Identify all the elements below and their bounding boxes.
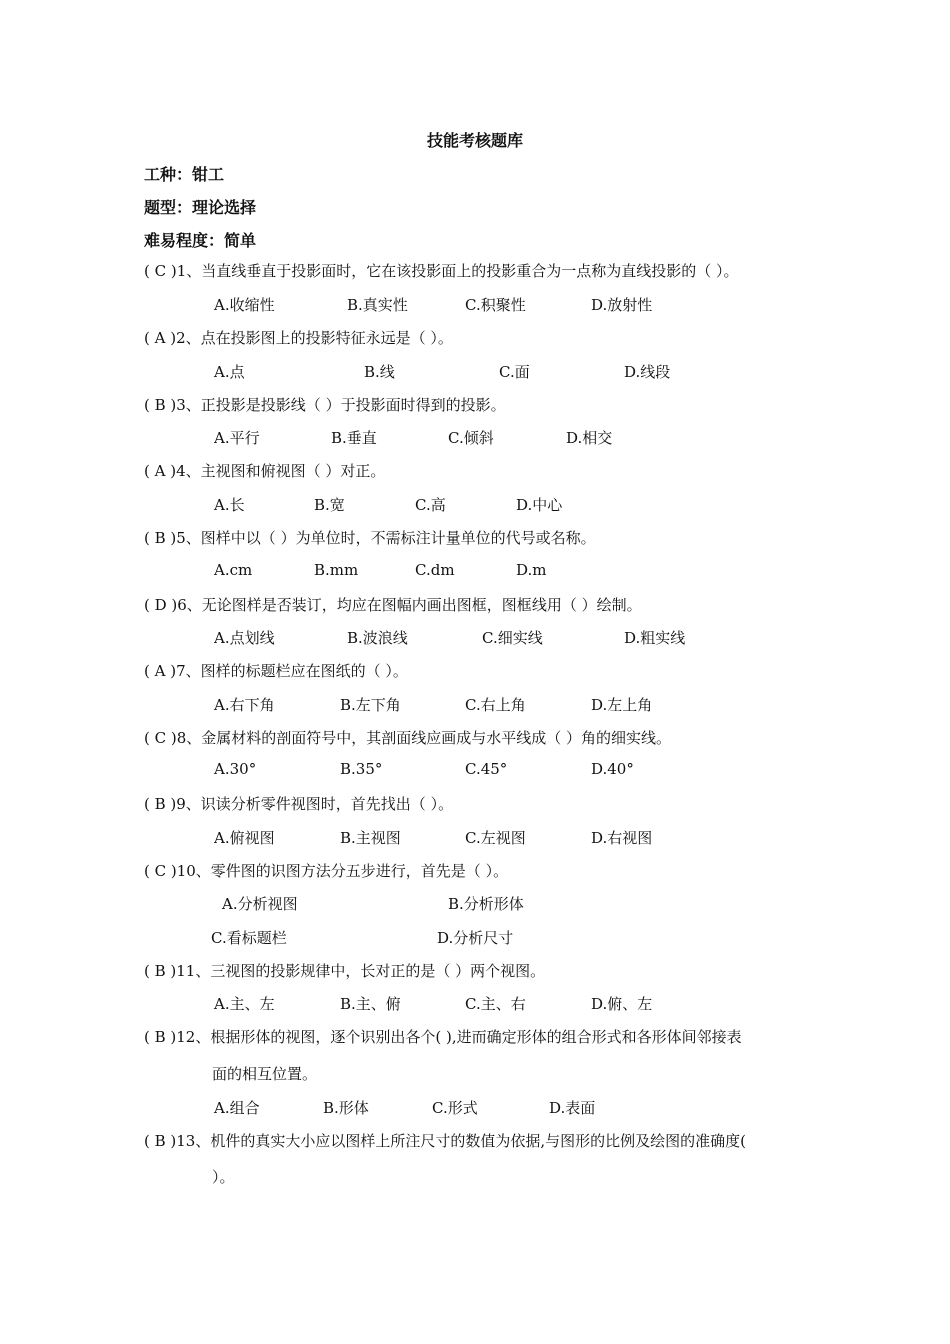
question-stem-continuation: 面的相互位置。 — [212, 1065, 318, 1083]
question-stem: ( C )10、零件图的识图方法分五步进行，首先是（ ）。 — [144, 862, 509, 880]
option-d: D.俯、左 — [591, 995, 653, 1013]
option-c: C.dm — [415, 561, 455, 579]
question-stem: ( B )12、根据形体的视图，逐个识别出各个( ),进而确定形体的组合形式和各形体间邻接表 — [144, 1028, 742, 1046]
option-b: B.主、俯 — [340, 995, 401, 1013]
question-stem: ( B )3、正投影是投影线（ ）于投影面时得到的投影。 — [144, 396, 506, 414]
option-b: B.分析形体 — [448, 895, 524, 913]
option-a: A.组合 — [214, 1099, 260, 1117]
option-b: B.波浪线 — [347, 629, 408, 647]
option-c: C.积聚性 — [465, 296, 526, 314]
option-d: D.左上角 — [591, 696, 653, 714]
option-a: A.收缩性 — [214, 296, 275, 314]
option-a: A.平行 — [214, 429, 260, 447]
option-b: B.宽 — [314, 496, 345, 514]
option-d: D.m — [516, 561, 547, 579]
option-d: D.分析尺寸 — [437, 929, 514, 947]
question-stem: ( B )11、三视图的投影规律中，长对正的是（ ）两个视图。 — [144, 962, 546, 980]
question-stem: ( B )5、图样中以（ ）为单位时，不需标注计量单位的代号或名称。 — [144, 529, 596, 547]
option-a: A.30° — [214, 760, 257, 778]
question-stem: ( C )8、金属材料的剖面符号中，其剖面线应画成与水平线成（ ）角的细实线。 — [144, 729, 672, 747]
option-d: D.线段 — [624, 363, 671, 381]
option-d: D.40° — [591, 760, 634, 778]
option-d: D.相交 — [566, 429, 613, 447]
option-c: C.倾斜 — [448, 429, 494, 447]
option-a: A.点划线 — [214, 629, 275, 647]
question-type-label: 题型：理论选择 — [144, 198, 257, 217]
option-b: B.35° — [340, 760, 383, 778]
option-a: A.cm — [214, 561, 253, 579]
question-stem: ( B )9、识读分析零件视图时，首先找出（ ）。 — [144, 795, 454, 813]
option-c: C.细实线 — [482, 629, 543, 647]
option-b: B.主视图 — [340, 829, 401, 847]
question-stem: ( A )2、点在投影图上的投影特征永远是（ ）。 — [144, 329, 453, 347]
option-b: B.真实性 — [347, 296, 408, 314]
question-stem: ( A )4、主视图和俯视图（ ）对正。 — [144, 462, 386, 480]
question-stem: ( B )13、机件的真实大小应以图样上所注尺寸的数值为依据,与图形的比例及绘图的准确度( — [144, 1132, 746, 1150]
option-d: D.放射性 — [591, 296, 653, 314]
question-stem: ( C )1、当直线垂直于投影面时，它在该投影面上的投影重合为一点称为直线投影的（ ）。 — [144, 262, 739, 280]
option-b: B.形体 — [323, 1099, 369, 1117]
option-b: B.线 — [364, 363, 395, 381]
option-d: D.右视图 — [591, 829, 653, 847]
document-title: 技能考核题库 — [426, 131, 523, 150]
option-b: B.左下角 — [340, 696, 401, 714]
option-a: A.长 — [214, 496, 245, 514]
difficulty-label: 难易程度：简单 — [144, 231, 257, 250]
option-d: D.中心 — [516, 496, 563, 514]
option-d: D.粗实线 — [624, 629, 686, 647]
question-stem-continuation: ）。 — [212, 1168, 235, 1186]
option-c: C.左视图 — [465, 829, 526, 847]
option-c: C.看标题栏 — [211, 929, 287, 947]
option-d: D.表面 — [549, 1099, 596, 1117]
option-a: A.点 — [214, 363, 245, 381]
option-c: C.面 — [499, 363, 530, 381]
option-c: C.高 — [415, 496, 446, 514]
option-b: B.mm — [314, 561, 359, 579]
question-stem: ( D )6、无论图样是否装订，均应在图幅内画出图框，图框线用（ ）绘制。 — [144, 596, 642, 614]
option-c: C.右上角 — [465, 696, 526, 714]
option-a: A.分析视图 — [222, 895, 298, 913]
option-a: A.右下角 — [214, 696, 275, 714]
trade-label: 工种：钳工 — [144, 165, 225, 184]
option-c: C.形式 — [432, 1099, 478, 1117]
question-stem: ( A )7、图样的标题栏应在图纸的（ ）。 — [144, 662, 408, 680]
option-a: A.俯视图 — [214, 829, 275, 847]
option-c: C.45° — [465, 760, 508, 778]
option-c: C.主、右 — [465, 995, 526, 1013]
option-b: B.垂直 — [331, 429, 377, 447]
option-a: A.主、左 — [214, 995, 275, 1013]
